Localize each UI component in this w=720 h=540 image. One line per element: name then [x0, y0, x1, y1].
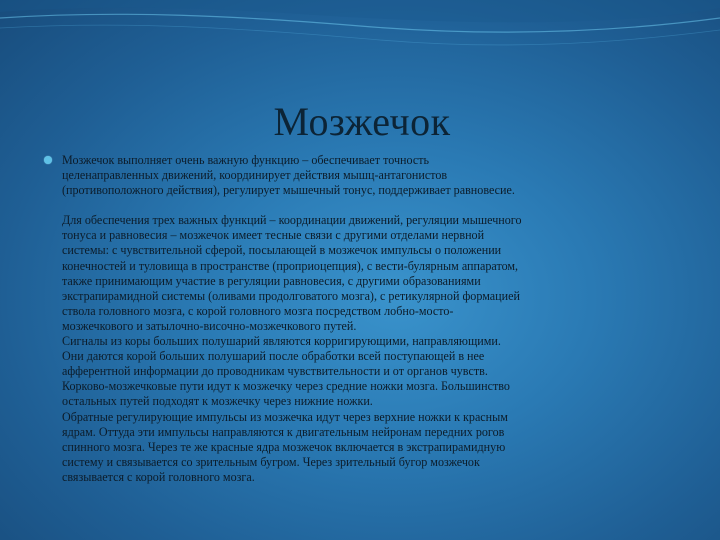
body-line: ядрам. Оттуда эти импульсы направляются к двигательным нейронам передних рогов	[62, 424, 505, 439]
body-line: Обратные регулирующие импульсы из мозжечка идут через верхние ножки к красным	[62, 409, 508, 424]
body-line: конечностей и туловища в пространстве (проприоцепция), с вести-булярным аппаратом,	[62, 258, 519, 273]
bullet-line: целенаправленных движений, координирует действия мышц-антагонистов	[62, 168, 448, 183]
body-line: связывается с корой головного мозга.	[62, 469, 255, 484]
body-paragraph	[42, 213, 682, 485]
body-line: тонуса и равновесия – мозжечок имеет тесные связи с другими отделами нервной	[62, 228, 485, 243]
body-line: Они даются корой больших полушарий после обработки всей поступающей в нее	[62, 349, 485, 364]
slide-content	[42, 153, 682, 485]
slide-title: Мозжечок	[273, 99, 451, 144]
body-line: Сигналы из коры больших полушарий являются корригирующими, направляющими.	[62, 334, 501, 349]
body-line: мозжечкового и затылочно-височно-мозжечкового путей.	[62, 318, 357, 333]
paragraph-spacer	[42, 198, 682, 213]
bullet-icon	[44, 156, 52, 164]
body-line: экстрапирамидной системы (оливами продолговатого мозга), с ретикулярной формацией	[62, 288, 520, 303]
body-line: также принимающим участие в регуляции равновесия, с другими образованиями	[62, 273, 481, 288]
body-line: Корково-мозжечковые пути идут к мозжечку через средние ножки мозга. Большинство	[62, 379, 510, 394]
body-line: остальных путей подходят к мозжечку через нижние ножки.	[62, 394, 373, 409]
body-line: Для обеспечения трех важных функций – координации движений, регуляции мышечного	[62, 213, 522, 228]
body-line: систему и связывается со зрительным бугром. Через зрительный бугор мозжечок	[62, 454, 480, 469]
bullet-paragraph	[42, 153, 682, 198]
body-line: ствола головного мозга, с корой головного мозга посредством лобно-мосто-	[62, 303, 454, 318]
bullet-line: (противоположного действия), регулирует мышечный тонус, поддерживает равновесие.	[62, 183, 515, 198]
bullet-line: Мозжечок выполняет очень важную функцию – обеспечивает точность	[62, 153, 430, 167]
body-line: спинного мозга. Через те же красные ядра мозжечок включается в экстрапирамидную	[62, 439, 506, 454]
body-line: системы: с чувствительной сферой, посылающей в мозжечок импульсы о положении	[62, 243, 502, 258]
body-line: афферентной информации до проводникам чувствительности и от органов чувств.	[62, 364, 488, 379]
